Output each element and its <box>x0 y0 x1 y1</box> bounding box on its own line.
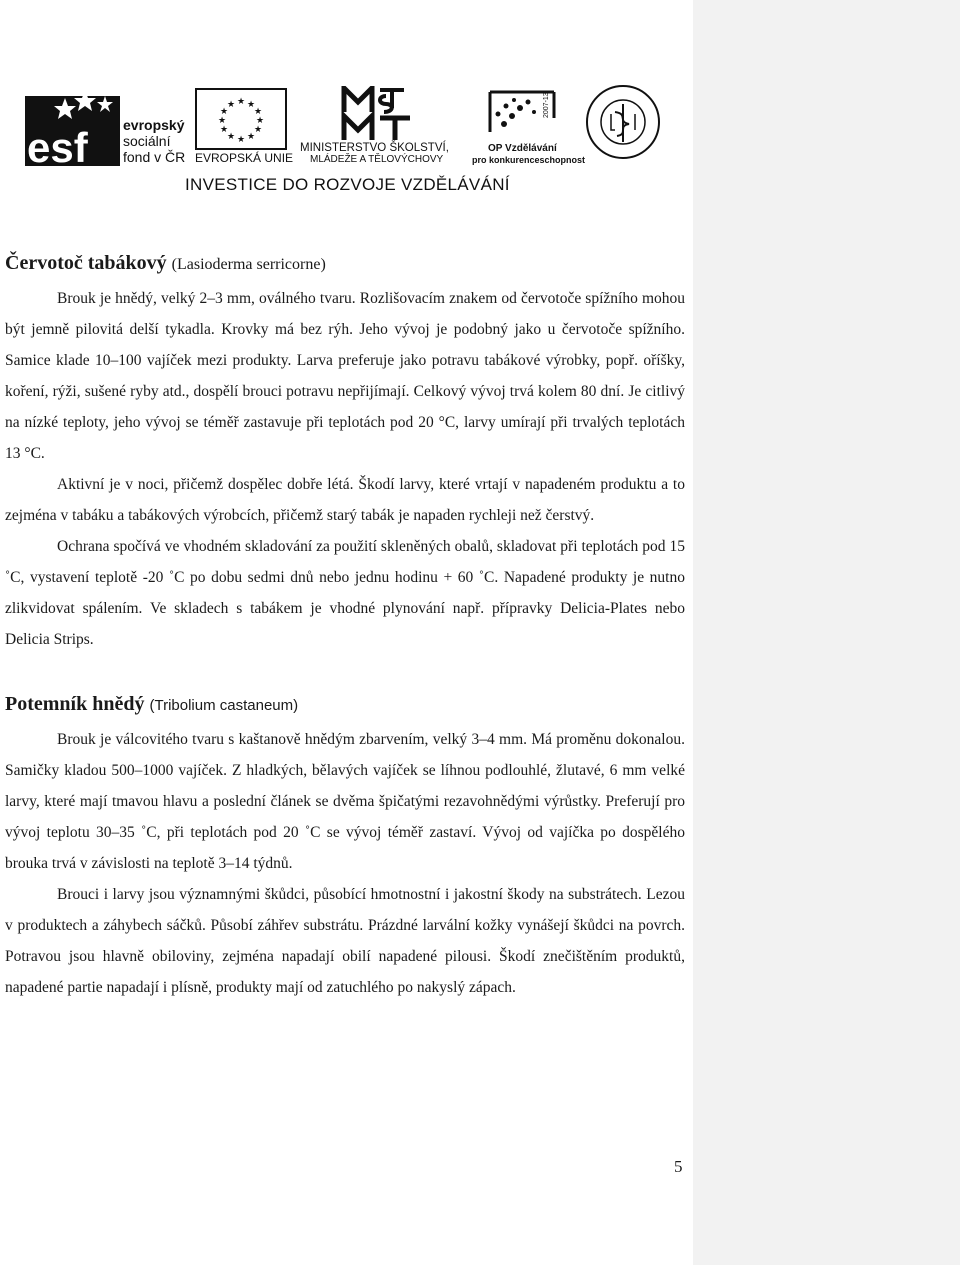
paragraph: Brouk je válcovitého tvaru s kaštanově hnědým zbarvením, velký 3–4 mm. Má proměnu dokonalou. Samičky kladou 500–1000 vajíček. Z hladkých, bělavých vajíček se líhnou podlouhlé, žlutavé, 6 mm velké larvy, které mají tmavou hlavu a poslední článek se dvěma špičatými rezavohnědými výrůstky. Preferují pro vývoj teplotu 30–35 ˚C, při teplotách pod 20 ˚C se vývoj téměř zastaví. Vývoj od vajíčka po dospělého brouka trvá v závislosti na teplotě 3–14 týdnů. <box>5 731 685 872</box>
section-heading <box>5 252 685 275</box>
svg-text:★: ★ <box>219 107 229 117</box>
right-margin-band <box>693 0 960 1265</box>
svg-text:★: ★ <box>226 100 236 110</box>
op-mark-icon <box>484 88 564 138</box>
svg-text:★: ★ <box>253 125 263 135</box>
paragraph: Brouk je hnědý, velký 2–3 mm, oválného tvaru. Rozlišovacím znakem od červotoče spížního mohou být jemně pilovitá delší tykadla. Krovky má bez rýh. Jeho vývoj je podobný jako u červotoče spížního. Samice klade 10–100 vajíček mezi produkty. Larva preferuje jako potravu tabákové výrobky, popř. oříšky, koření, rýži, sušené ryby atd., dospělí brouci potravu nepřijímají. Celkový vývoj trvá kolem 80 dní. Je citlivý na nízké teploty, jeho vývoj se téměř zastavuje při teplotách pod 20 °C, larvy umírají při trvalých teplotách 13 °C. <box>5 290 685 462</box>
svg-text:★: ★ <box>255 116 265 126</box>
esf-line-1: evropský <box>123 117 185 133</box>
page-number: 5 <box>674 1157 683 1176</box>
paragraph: Aktivní je v noci, přičemž dospělec dobře létá. Škodí larvy, které vrtají v napadeném produktu a to zejména v tabáku a tabákových výrobcích, přičemž starý tabák je napaden rychleji než čerstvý. <box>5 476 685 524</box>
section-potemnik <box>5 693 685 1003</box>
university-seal <box>585 84 663 164</box>
eu-label: EVROPSKÁ UNIE <box>195 151 294 165</box>
svg-text:★: ★ <box>219 125 229 135</box>
section-latin-name: (Tribolium castaneum) <box>149 697 299 714</box>
section-heading <box>5 693 685 716</box>
svg-text:2007-13: 2007-13 <box>543 92 550 118</box>
eu-flag-icon <box>195 88 287 150</box>
msmt-logo <box>300 86 475 166</box>
document-body <box>5 252 685 1003</box>
paragraph: Ochrana spočívá ve vhodném skladování za použití skleněných obalů, skladovat při teplotách pod 15 ˚C, vystavení teplotě -20 ˚C po dobu sedmi dnů nebo jednu hodinu + 60 ˚C. Napadené produkty je nutno zlikvidovat spálením. Ve skladech s tabákem je vhodné plynování např. přípravky Delicia-Plates nebo Delicia Strips. <box>5 538 685 648</box>
svg-text:★: ★ <box>236 97 246 107</box>
svg-text:★: ★ <box>236 135 246 145</box>
eu-logo <box>195 88 295 168</box>
msmt-line-2: MLÁDEŽE A TĚLOVÝCHOVY <box>310 154 444 165</box>
section-title: Červotoč tabákový <box>5 252 167 274</box>
op-line-2: pro konkurenceschopnost <box>472 155 586 165</box>
op-line-1: OP Vzdělávání <box>488 143 557 154</box>
section-cervotoc <box>5 252 685 655</box>
section-latin-name: (Lasioderma serricorne) <box>171 256 326 273</box>
svg-text:esf: esf <box>27 124 88 166</box>
msmt-mark-icon <box>340 86 430 142</box>
svg-text:★: ★ <box>226 132 236 142</box>
svg-text:★: ★ <box>246 132 256 142</box>
esf-line-3: fond v ČR <box>123 149 186 165</box>
logo-header <box>0 0 693 200</box>
op-logo <box>470 88 586 168</box>
esf-line-2: sociální <box>123 133 171 149</box>
svg-text:★: ★ <box>217 116 227 126</box>
investice-slogan: INVESTICE DO ROZVOJE VZDĚLÁVÁNÍ <box>185 175 510 194</box>
svg-text:★: ★ <box>246 100 256 110</box>
university-seal-icon <box>585 84 661 160</box>
section-title: Potemník hnědý <box>5 693 145 715</box>
svg-text:★: ★ <box>253 107 263 117</box>
msmt-line-1: MINISTERSTVO ŠKOLSTVÍ, <box>300 142 449 154</box>
paragraph: Brouci i larvy jsou významnými škůdci, působící hmotnostní i jakostní škody na substrátech. Lezou v produktech a záhybech sáčků. Působí záhřev substrátu. Prázdné larvální kožky vynášejí škůdci na povrch. Potravou jsou hlavně obiloviny, zejména napadají obilí napadené pilousi. Škodí znečištěním produktů, napadené partie napadají i plísně, produkty mají od zatuchlého po nakyslý zápach. <box>5 886 685 996</box>
esf-mark-icon <box>25 88 120 166</box>
esf-logo <box>25 88 185 168</box>
